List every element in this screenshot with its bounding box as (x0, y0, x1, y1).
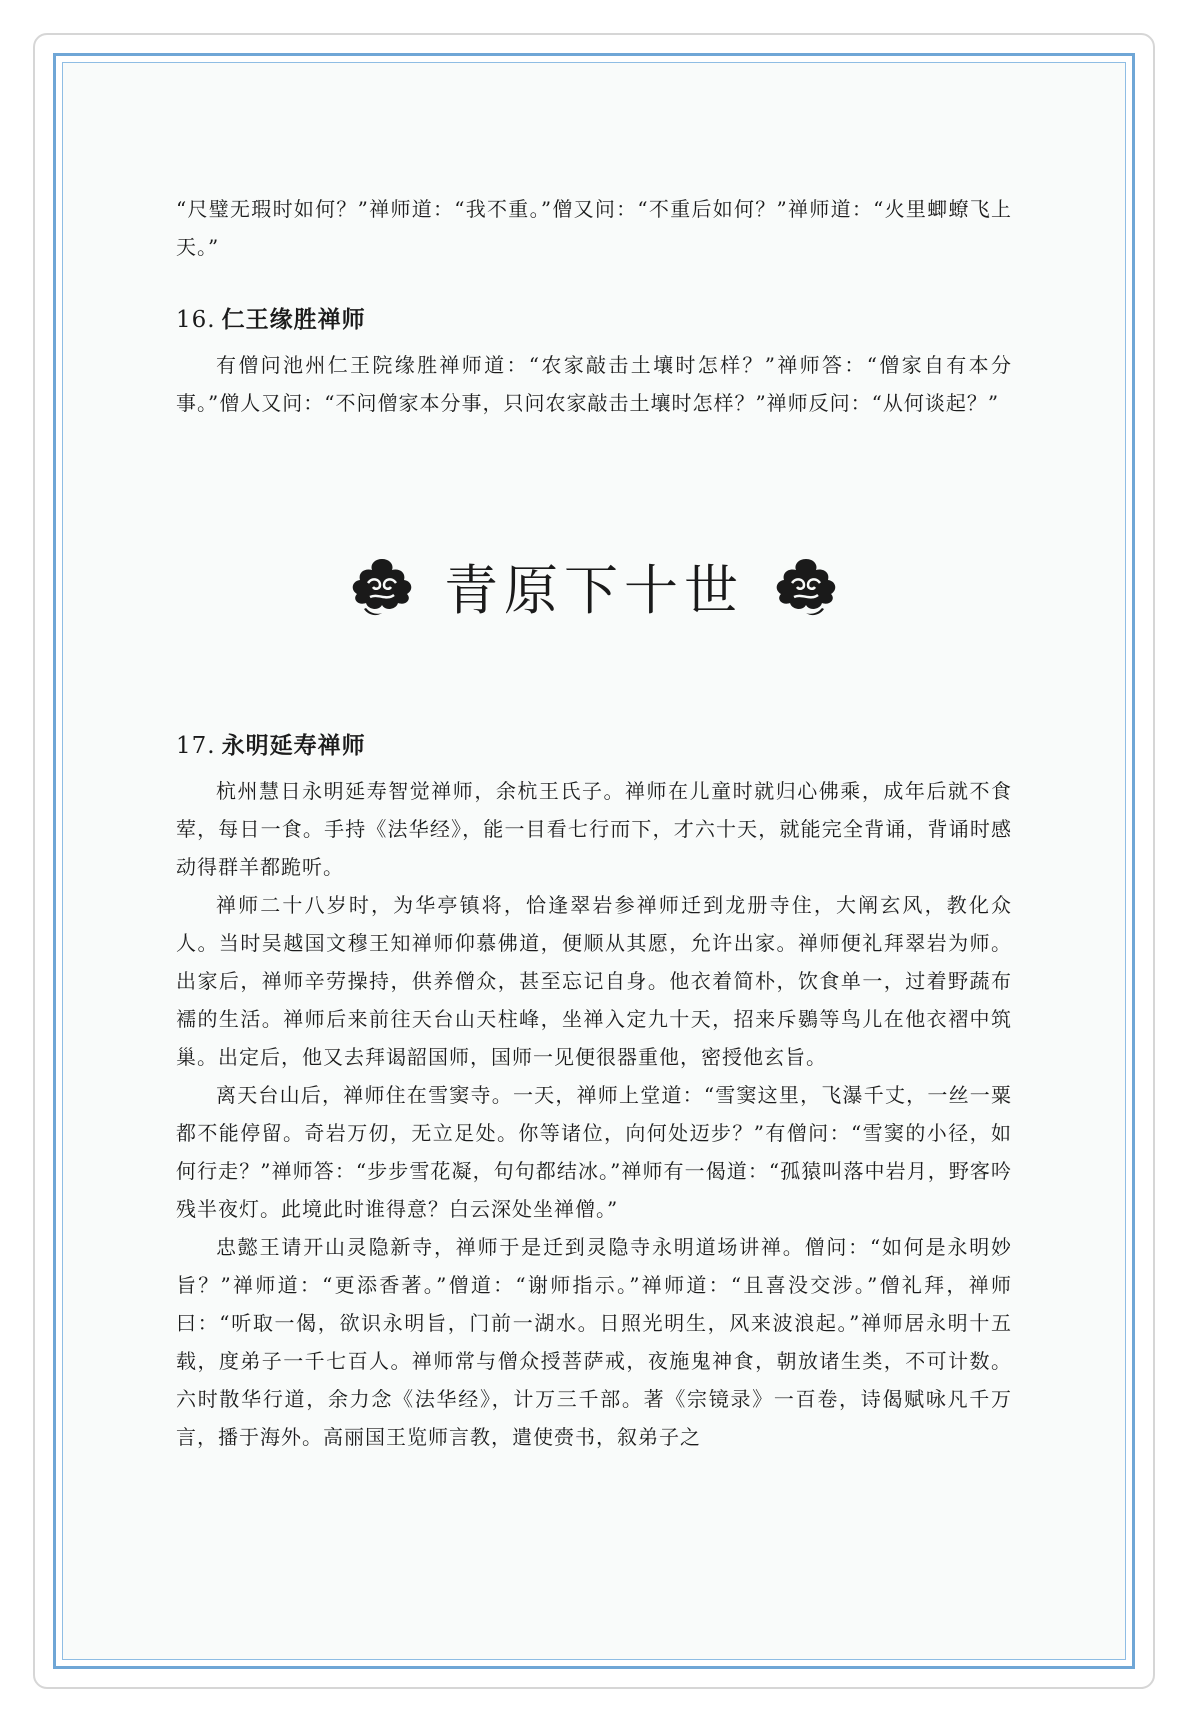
section-17-paragraph-2: 禅师二十八岁时，为华亭镇将，恰逢翠岩参禅师迁到龙册寺住，大阐玄风，教化众人。当时吴越国文穆王知禅师仰慕佛道，便顺从其愿，允许出家。禅师便礼拜翠岩为师。出家后，禅师辛劳操持，供养僧众，甚至忘记自身。他衣着简朴，饮食单一，过着野蔬布襦的生活。禅师后来前往天台山天柱峰，坐禅入定九十天，招来斥鷃等鸟儿在他衣褶中筑巢。出定后，他又去拜谒韶国师，国师一见便很器重他，密授他玄旨。 (176, 893, 1012, 1069)
section-17-paragraph-3: 离天台山后，禅师住在雪窦寺。一天，禅师上堂道：“雪窦这里，飞瀑千丈，一丝一粟都不能停留。奇岩万仞，无立足处。你等诸位，向何处迈步？”有僧问：“雪窦的小径，如何行走？”禅师答：“步步雪花凝，句句都结冰。”禅师有一偈道：“孤猿叫落中岩月，野客吟残半夜灯。此境此时谁得意？白云深处坐禅僧。” (176, 1083, 1012, 1221)
section-16-heading (176, 300, 1012, 340)
section-17-number: 17. (176, 733, 216, 759)
chapter-title-block (176, 526, 1012, 646)
section-16-paragraph: 有僧问池州仁王院缘胜禅师道：“农家敲击土壤时怎样？”禅师答：“僧家自有本分事。”僧人又问：“不问僧家本分事，只问农家敲击土壤时怎样？”禅师反问：“从何谈起？” (176, 353, 1012, 415)
cloud-ornament-left-icon (346, 553, 418, 619)
section-17-heading (176, 726, 1012, 766)
intro-paragraph: “尺璧无瑕时如何？”禅师道：“我不重。”僧又问：“不重后如何？”禅师道：“火里蝍蟟飞上天。” (176, 197, 1012, 259)
section-17-paragraph-1: 杭州慧日永明延寿智觉禅师，余杭王氏子。禅师在儿童时就归心佛乘，成年后就不食荤，每日一食。手持《法华经》，能一目看七行而下，才六十天，就能完全背诵，背诵时感动得群羊都跪听。 (176, 779, 1012, 879)
page-content (176, 190, 1012, 1456)
section-16-number: 16. (176, 307, 216, 333)
section-17-title: 永明延寿禅师 (221, 732, 366, 759)
section-16-title: 仁王缘胜禅师 (221, 306, 366, 333)
cloud-ornament-right-icon (770, 553, 842, 619)
chapter-title: 青原下十世 (444, 558, 744, 622)
section-17-paragraph-4: 忠懿王请开山灵隐新寺，禅师于是迁到灵隐寺永明道场讲禅。僧问：“如何是永明妙旨？”禅师道：“更添香著。”僧道：“谢师指示。”禅师道：“且喜没交涉。”僧礼拜，禅师曰：“听取一偈，欲识永明旨，门前一湖水。日照光明生，风来波浪起。”禅师居永明十五载，度弟子一千七百人。禅师常与僧众授菩萨戒，夜施鬼神食，朝放诸生类，不可计数。六时散华行道，余力念《法华经》，计万三千部。著《宗镜录》一百卷，诗偈赋咏凡千万言，播于海外。高丽国王览师言教，遣使赍书，叙弟子之 (176, 1235, 1012, 1449)
